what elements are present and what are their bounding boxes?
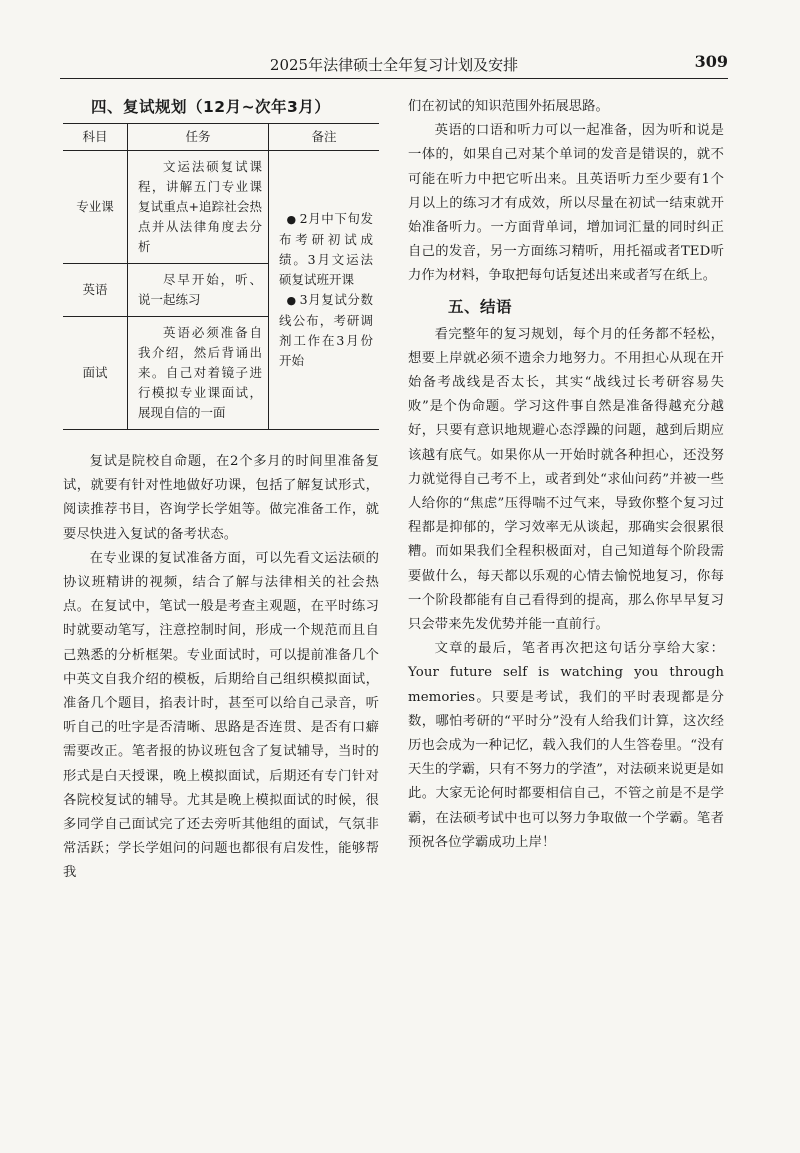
retest-plan-table	[63, 123, 379, 430]
page-header	[60, 48, 728, 79]
table-header-row	[63, 124, 379, 151]
body-paragraph: 复试是院校自命题，在2个多月的时间里准备复试，就要有针对性地做好功课，包括了解复试形式，阅读推荐书目，咨询学长学姐等。做完准备工作，就要尽快进入复试的备考状态。	[63, 454, 379, 542]
task-cell: 尽早开始，听、说一起练习	[128, 264, 269, 317]
subject-cell: 专业课	[63, 151, 128, 264]
subject-cell: 英语	[63, 264, 128, 317]
task-cell: 英语必须准备自我介绍，然后背诵出来。自己对着镜子进行模拟专业课面试，展现自信的一面	[128, 317, 269, 430]
task-cell: 文运法硕复试课程，讲解五门专业课复试重点+追踪社会热点并从法律角度去分析	[128, 151, 269, 264]
column-header-subject: 科目	[63, 124, 128, 151]
left-column	[63, 95, 379, 886]
table-row	[63, 151, 379, 264]
running-title: 2025年法律硕士全年复习计划及安排	[269, 56, 519, 74]
note-bullet: ● 2月中下旬发布考研初试成绩。3月文运法硕复试班开课	[279, 211, 373, 287]
body-paragraph: 看完整年的复习规划，每个月的任务都不轻松，想要上岸就必须不遗余力地努力。不用担心从现在开始备考战线是否太长，其实“战线过长考研容易失败”是个伪命题。学习这件事自然是准备得越充分越好，只要有意识地规避心态浮躁的问题，越到后期应该越有底气。如果你从一开始时就各种担心，还没努力就觉得自己考不上，或者到处“求仙问药”并被一些人给你的“焦虑”压得喘不过气来，导致你整个复习过程都是抑郁的，学习效率无从谈起，那确实会很累很糟。而如果我们全程积极面对，自己知道每个阶段需要做什么，每天都以乐观的心情去愉悦地复习，你每一个阶段都能有自己看得到的提高，那么你早早复习只会带来先发优势并能一直前行。	[408, 326, 724, 633]
bullet-icon: ●	[286, 213, 297, 226]
section-heading-conclusion: 五、结语	[448, 297, 513, 316]
body-paragraph: 英语的口语和听力可以一起准备，因为听和说是一体的，如果自己对某个单词的发音是错误的，就不可能在听力中把它听出来。且英语听力至少要有1个月以上的练习才有成效，所以尽量在初试一结束就开始准备听力。一方面背单词，增加词汇量的同时纠正自己的发音，另一方面练习精听，用托福或者TED听力作为材料，争取把每句话复述出来或者写在纸上。	[408, 123, 724, 284]
bullet-icon: ●	[286, 294, 297, 307]
column-header-note: 备注	[269, 124, 380, 151]
right-column	[408, 95, 724, 855]
body-paragraph: 文章的最后，笔者再次把这句话分享给大家：Your future self is watching you through memories。只要是考试，我们的平时表现都是分数，哪怕考研的“平时分”没有人给我们计算，这次经历也会成为一种记忆，载入我们的人生答卷里。“没有天生的学霸，只有不努力的学渣”，对法硕来说更是如此。大家无论何时都要相信自己，不管之前是不是学霸，在法硕考试中也可以努力争取做一个学霸。笔者预祝各位学霸成功上岸！	[408, 641, 724, 850]
subject-cell: 面试	[63, 317, 128, 430]
body-paragraph: 在专业课的复试准备方面，可以先看文运法硕的协议班精讲的视频，结合了解与法律相关的社会热点。在复试中，笔试一般是考查主观题，在平时练习时就要动笔写，注意控制时间，形成一个规范而且自己熟悉的分析框架。专业面试时，可以提前准备几个中英文自我介绍的模板，后期给自己组织模拟面试，准备几个题目，掐表计时，甚至可以给自己录音，听听自己的吐字是否清晰、思路是否连贯、是否有口癖需要改正。笔者报的协议班包含了复试辅导，当时的形式是白天授课，晚上模拟面试，后期还有专门针对各院校复试的辅导。尤其是晚上模拟面试的时候，很多同学自己面试完了还去旁听其他组的面试，气氛非常活跃；学长学姐问的问题也都很有启发性，能够帮我	[63, 550, 379, 881]
note-cell	[269, 151, 380, 430]
section-heading-retest: 四、复试规划（12月~次年3月）	[91, 98, 331, 116]
body-paragraph-continuation: 们在初试的知识范围外拓展思路。	[408, 99, 609, 114]
page-number: 309	[694, 52, 728, 71]
note-bullet: ● 3月复试分数线公布，考研调剂工作在3月份开始	[279, 292, 373, 368]
column-header-task: 任务	[128, 124, 269, 151]
